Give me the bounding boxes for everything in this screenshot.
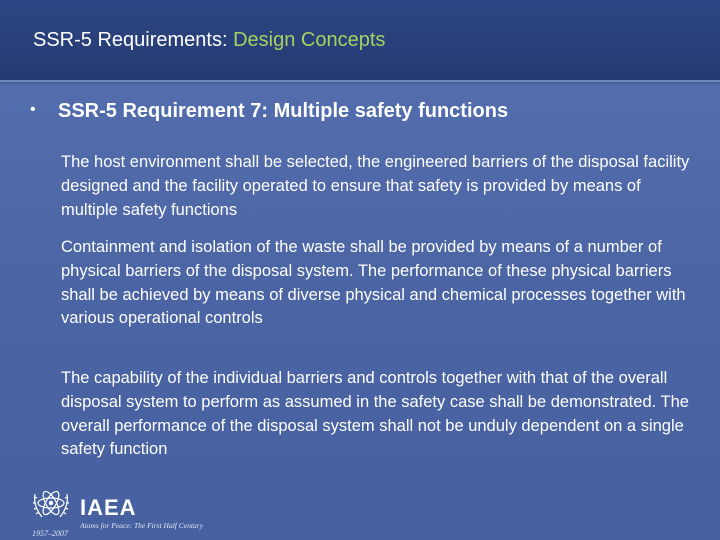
iaea-logo (30, 484, 230, 540)
bullet-item (30, 100, 508, 123)
logo-tagline: Atoms for Peace: The First Half Century (80, 521, 203, 530)
iaea-emblem-icon (30, 484, 72, 526)
slide-header (0, 0, 720, 80)
title-prefix: SSR-5 Requirements: (33, 29, 228, 51)
slide-title (33, 29, 385, 52)
bullet-heading: SSR-5 Requirement 7: Multiple safety functions (58, 100, 509, 122)
paragraph-3: The capability of the individual barriers and controls together with that of the overall disposal system to perform as assumed in the safety case shall be demonstrated. The overall performance of the disposal system shall not be unduly dependent on a single safety function (61, 369, 689, 459)
title-accent: Design Concepts (233, 29, 386, 51)
logo-name: IAEA (80, 495, 137, 520)
bullet-dot-icon: • (30, 101, 36, 118)
paragraph-2: Containment and isolation of the waste shall be provided by means of a number of physical barriers of the disposal system. The performance of these physical barriers shall be achieved by means of diverse physical and chemical processes together with various operational controls (61, 238, 686, 328)
paragraph-1: The host environment shall be selected, the engineered barriers of the disposal facility designed and the facility operated to ensure that safety is provided by means of multiple safety functions (61, 153, 690, 219)
logo-years: 1957–2007 (32, 529, 68, 538)
